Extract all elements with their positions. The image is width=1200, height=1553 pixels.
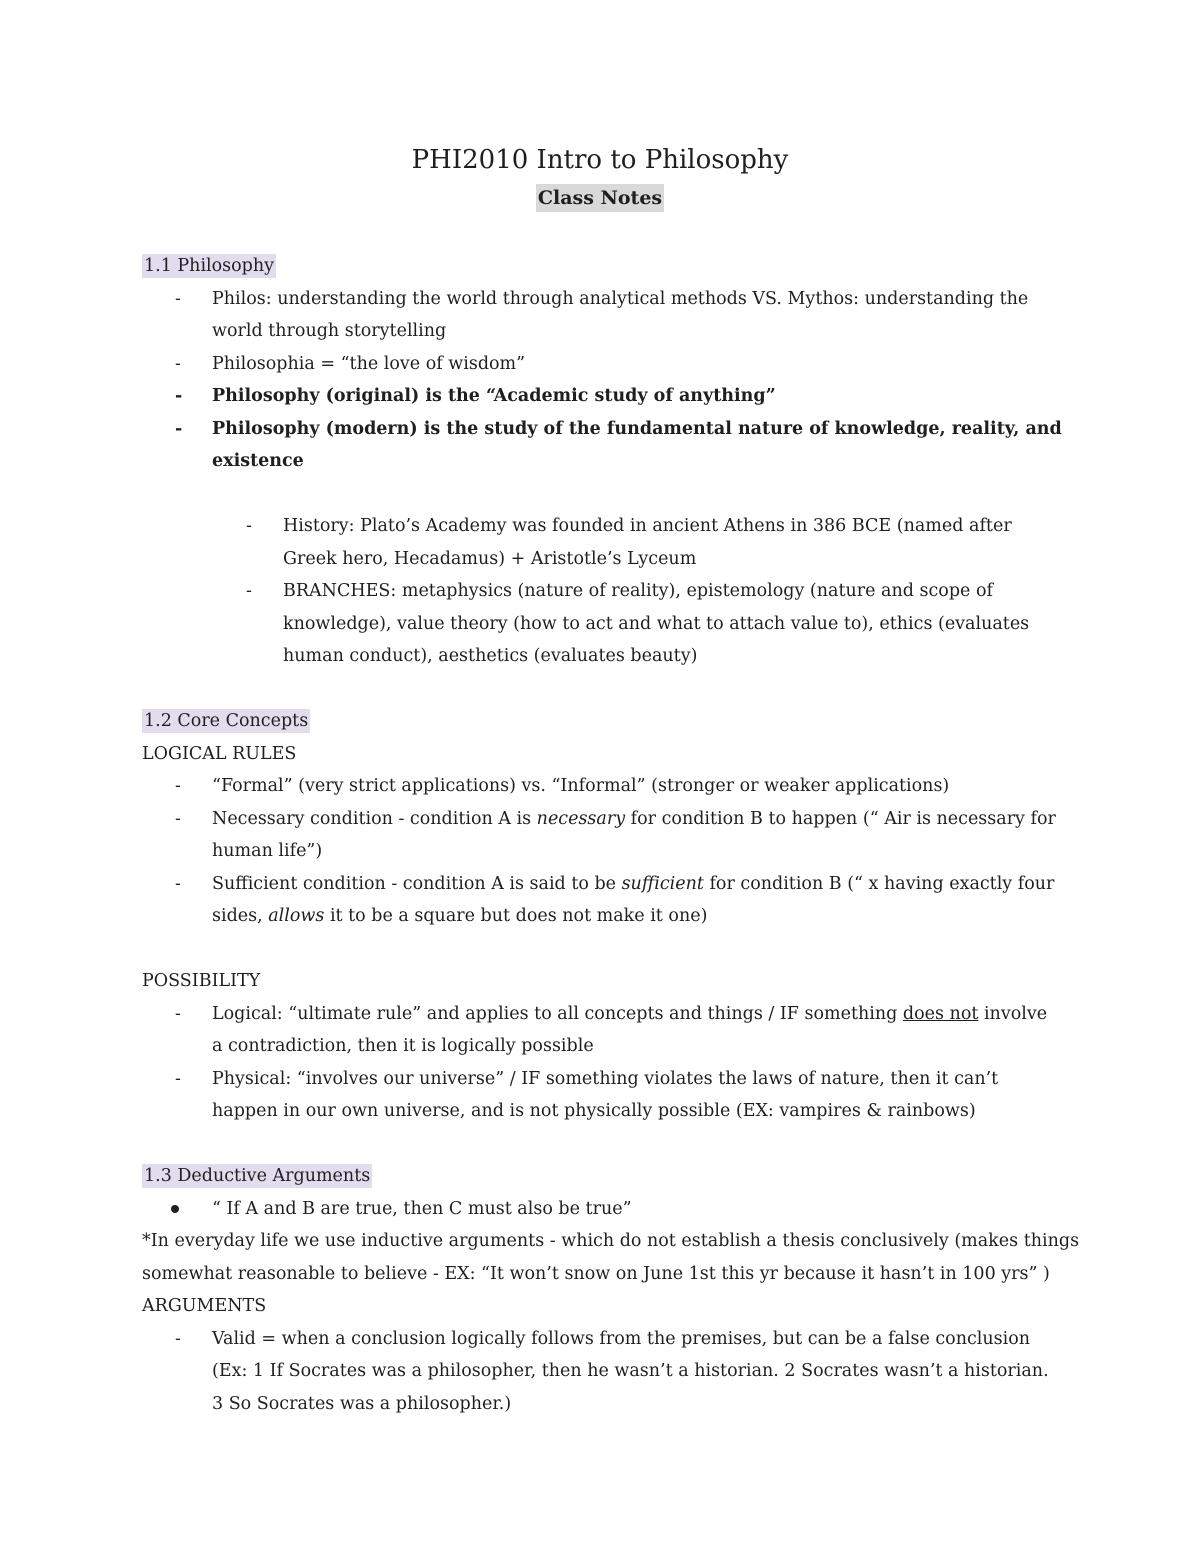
subtitle-wrap bbox=[0, 184, 1200, 212]
bullet-item: “ If A and B are true, then C must also be true” bbox=[142, 1193, 1062, 1226]
arguments-label: ARGUMENTS bbox=[142, 1296, 267, 1316]
document-title: PHI2010 Intro to Philosophy bbox=[411, 145, 789, 175]
list-item: - Sufficient condition - condition A is said to be sufficient for condition B (“ x having exactly four sides, allows it to be a square but does not make it one) bbox=[175, 873, 1055, 926]
bullet-dot-icon bbox=[171, 1205, 179, 1213]
section-heading-1-1: 1.1 Philosophy bbox=[144, 256, 275, 276]
sub-list-item: - History: Plato’s Academy was founded in ancient Athens in 386 BCE (named after Greek hero, Hecadamus) + Aristotle’s Lyceum bbox=[246, 516, 1012, 569]
list-item: - Philosophy (modern) is the study of the fundamental nature of knowledge, reality, and existence bbox=[175, 418, 1062, 471]
list-item: - Philos: understanding the world through analytical methods VS. Mythos: understanding the world through storytelling bbox=[175, 288, 1029, 341]
logical-rules-label: LOGICAL RULES bbox=[142, 743, 297, 764]
list-item: - Philosophy (original) is the “Academic study of anything” bbox=[175, 386, 776, 406]
section-heading-1-3: 1.3 Deductive Arguments bbox=[144, 1166, 371, 1186]
possibility-label: POSSIBILITY bbox=[142, 971, 261, 991]
note-line: *In everyday life we use inductive arguments - which do not establish a thesis conclusively (makes things bbox=[142, 1231, 1080, 1251]
notes-content bbox=[142, 250, 1080, 1420]
list-item: - Necessary condition - condition A is necessary for condition B to happen (“ Air is necessary for human life”) bbox=[175, 808, 1056, 861]
list-item: - Philosophia = “the love of wisdom” bbox=[175, 353, 526, 374]
list-item: - Physical: “involves our universe” / IF something violates the laws of nature, then it can’t happen in our own universe, and is not physically possible (EX: vampires & rainbows) bbox=[175, 1068, 999, 1121]
section-heading-1-2: 1.2 Core Concepts bbox=[144, 711, 309, 731]
document-subtitle: Class Notes bbox=[536, 184, 664, 212]
sub-list-item: - BRANCHES: metaphysics (nature of reality), epistemology (nature and scope of knowledge), value theory (how to act and what to attach value to), ethics (evaluates human conduct), aesthetics (evaluates beauty) bbox=[246, 581, 1030, 666]
list-item: - Valid = when a conclusion logically follows from the premises, but can be a false conclusion (Ex: 1 If Socrates was a philosopher, then he wasn’t a historian. 2 Socrates wasn’t a historian. 3 So Socrates was a philosopher.) bbox=[175, 1328, 1049, 1414]
list-item: - Logical: “ultimate rule” and applies to all concepts and things / IF something does not involve a contradiction, then it is logically possible bbox=[175, 1003, 1048, 1056]
note-line: somewhat reasonable to believe - EX: “It won’t snow on June 1st this yr because it hasn’t in 100 yrs” ) bbox=[142, 1263, 1050, 1284]
list-item: - “Formal” (very strict applications) vs. “Informal” (stronger or weaker applications) bbox=[175, 776, 950, 796]
